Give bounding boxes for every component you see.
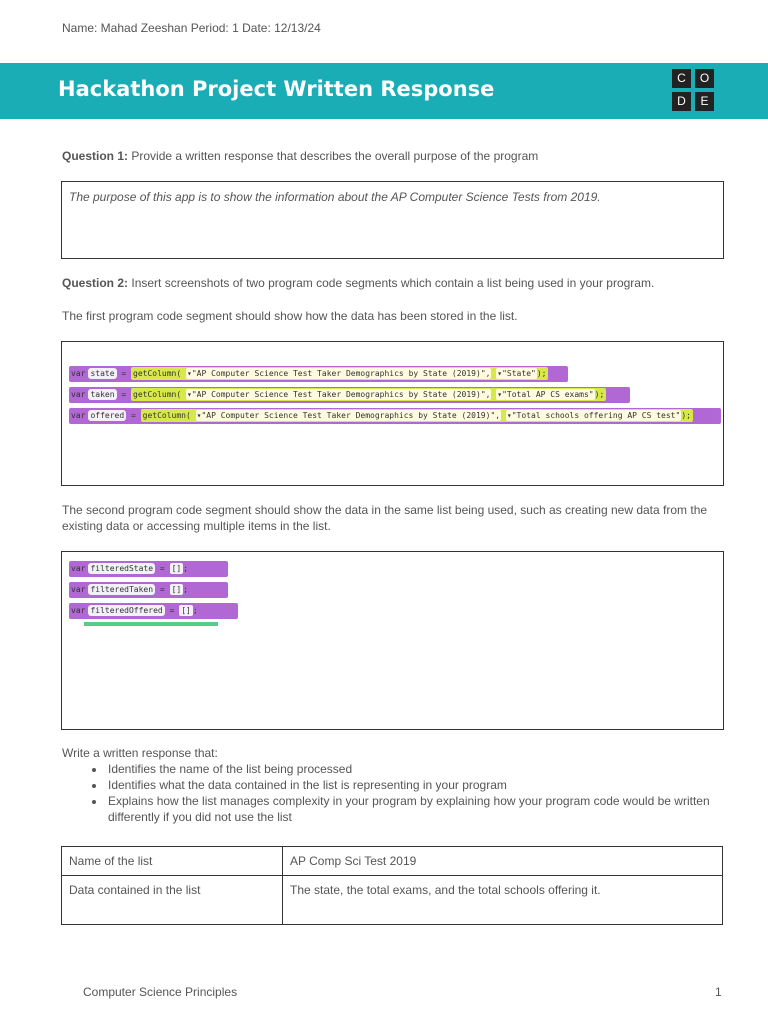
variable-name: offered [90,411,125,420]
variable-name: state [90,369,115,378]
table-name-string: ▾"AP Computer Science Test Taker Demographics by State (2019)", [187,390,491,399]
var-keyword: var [71,585,86,594]
next-block-edge [84,622,218,626]
code-segment-2-box [61,551,724,730]
list-info-table [61,846,723,925]
page-title: Hackathon Project Written Response [58,77,495,101]
getcolumn-block: getColumn( ▾"AP Computer Science Test Taker Demographics by State (2019)", ▾"Total schools offering AP CS test"); [142,411,691,420]
logo-letter-o: O [695,69,714,88]
table-name-string: ▾"AP Computer Science Test Taker Demographics by State (2019)", [187,369,491,378]
variable-name: filteredOffered [90,606,163,615]
footer-course: Computer Science Principles [83,985,238,999]
code-row-filtered-state: var filteredState = [] ; [69,561,228,577]
instruction-bullet: • Identifies the name of the list being processed [106,761,722,777]
title-banner [0,63,768,119]
table-value-cell[interactable]: AP Comp Sci Test 2019 [283,847,723,876]
table-label-cell: Data contained in the list [62,876,283,925]
var-keyword: var [71,564,86,573]
question-1-answer: The purpose of this app is to show the information about the AP Computer Science Tests from 2019. [69,190,601,204]
column-name-string: ▾"State" [497,369,536,378]
code-row-filtered-taken: var filteredTaken = [] ; [69,582,228,598]
empty-list-block: [] [181,606,191,615]
first-segment-instructions: The first program code segment should show how the data has been stored in the list. [62,309,518,323]
table-name-string: ▾"AP Computer Science Test Taker Demographics by State (2019)", [196,411,501,420]
column-name-string: ▾"Total AP CS exams" [497,390,594,399]
var-keyword: var [71,369,86,378]
table-row [62,876,723,925]
empty-list-block: [] [171,564,182,573]
column-name-string: ▾"Total schools offering AP CS test" [506,411,681,420]
code-row-taken: var taken = getColumn( ▾"AP Computer Science Test Taker Demographics by State (2019)", ▾"Total AP CS exams"); [69,387,630,403]
name-line: Name: Mahad Zeeshan Period: 1 Date: 12/13/24 [62,21,321,35]
instruction-bullet: • Explains how the list manages complexity in your program by explaining how your program code would be written differently if you did not use the list [106,793,722,825]
response-instructions [62,745,722,825]
question-1-label: Question 1: [62,149,129,163]
code-org-logo [672,69,716,113]
instruction-bullet: • Identifies what the data contained in the list is representing in your program [106,777,722,793]
empty-list-block: [] [171,585,182,594]
getcolumn-block: getColumn( ▾"AP Computer Science Test Taker Demographics by State (2019)", ▾"Total AP CS exams"); [133,390,605,399]
table-label-cell: Name of the list [62,847,283,876]
table-value-cell[interactable]: The state, the total exams, and the total schools offering it. [283,876,723,925]
logo-letter-d: D [672,92,691,111]
question-2-text: Insert screenshots of two program code segments which contain a list being used in your program. [131,276,655,290]
question-2-prompt [62,276,654,290]
logo-letter-c: C [672,69,691,88]
var-keyword: var [71,606,86,615]
getcolumn-block: getColumn( ▾"AP Computer Science Test Taker Demographics by State (2019)", ▾"State"); [133,369,547,378]
logo-letter-e: E [695,92,714,111]
question-1-answer-box[interactable] [61,181,724,259]
variable-name: filteredState [90,564,154,573]
footer-page-number: 1 [715,985,722,999]
variable-name: filteredTaken [90,585,154,594]
var-keyword: var [71,390,86,399]
code-segment-1-box [61,341,724,486]
code-row-filtered-offered: var filteredOffered = [] ; [69,603,238,619]
question-2-label: Question 2: [62,276,129,290]
second-segment-instructions: The second program code segment should show the data in the same list being used, such as creating new data from the existing data or accessing multiple items in the list. [62,503,708,533]
variable-name: taken [90,390,115,399]
code-row-offered: var offered = getColumn( ▾"AP Computer Science Test Taker Demographics by State (2019)", ▾"Total schools offering AP CS test"); [69,408,721,424]
table-row [62,847,723,876]
question-1-prompt [62,149,538,163]
code-row-state: var state = getColumn( ▾"AP Computer Science Test Taker Demographics by State (2019)", ▾"State"); [69,366,568,382]
instructions-intro: Write a written response that: [62,746,218,760]
question-1-text: Provide a written response that describes the overall purpose of the program [131,149,539,163]
var-keyword: var [71,411,86,420]
instructions-list [62,761,722,825]
